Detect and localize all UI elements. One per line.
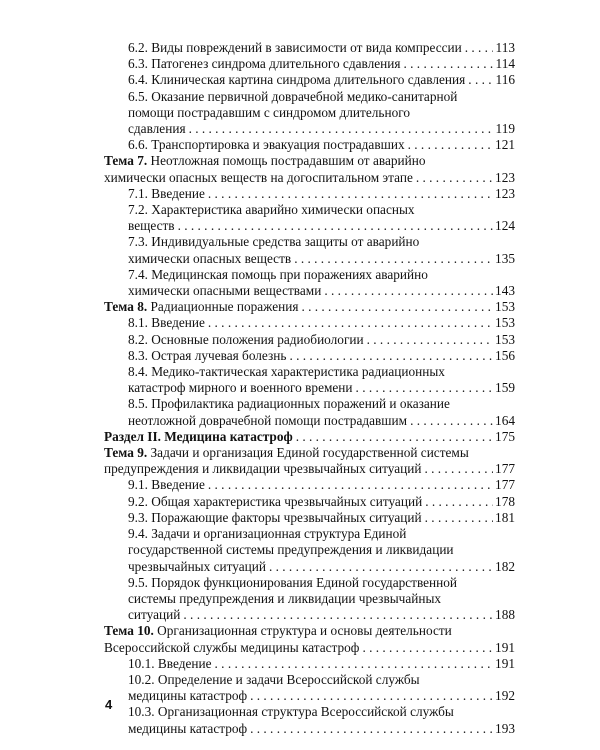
toc-entry-text: 8.1. Введение [128, 315, 205, 331]
toc-entry [104, 526, 515, 575]
toc-entry-last-line [128, 413, 515, 429]
toc-page-number: 123 [495, 185, 515, 201]
toc-entry-title [104, 429, 293, 445]
toc-entry-last-line [104, 640, 515, 656]
toc-entry [104, 56, 515, 72]
toc-entry-line [104, 623, 515, 639]
toc-entry-title [128, 413, 407, 429]
toc-page-number: 182 [495, 558, 515, 574]
toc-entry [104, 704, 515, 736]
toc-entry-text: государственной системы предупреждения и ликвидации [128, 542, 454, 558]
toc-page-number: 164 [495, 412, 515, 428]
dot-leader [405, 137, 493, 153]
toc-entry-line [128, 526, 515, 542]
toc-page-number: 177 [495, 477, 515, 493]
dot-leader [413, 170, 493, 186]
toc-entry-title [128, 72, 465, 88]
toc-entry-last-line [128, 656, 515, 672]
toc-entry-text: системы предупреждения и ликвидации чрезвычайных [128, 590, 442, 606]
toc-entry-text: 6.6. Транспортировка и эвакуация пострадавших [128, 137, 405, 153]
toc-entry-title [128, 56, 401, 72]
page-number: 4 [105, 697, 113, 712]
toc-page-number: 177 [495, 461, 515, 477]
toc-entry-last-line [104, 170, 515, 186]
toc-page-number: 178 [495, 493, 515, 509]
dot-leader [321, 283, 493, 299]
toc-page-number: 153 [495, 331, 515, 347]
toc-entry-last-line [128, 218, 515, 234]
toc-entry-text: 7.1. Введение [128, 185, 205, 201]
dot-leader [364, 332, 493, 348]
toc-entry-title [128, 656, 212, 672]
toc-entry-last-line [104, 429, 515, 445]
toc-page-number: 188 [495, 607, 515, 623]
toc-entry-title [128, 721, 247, 737]
toc-entry-last-line [128, 510, 515, 526]
toc-entry [104, 72, 515, 88]
toc-entry-title [128, 688, 247, 704]
dot-leader [180, 607, 493, 623]
toc-entry-last-line [128, 688, 515, 704]
toc-entry-text: чрезвычайных ситуаций [128, 558, 266, 574]
toc-entry-title [128, 494, 422, 510]
toc-entry [104, 396, 515, 428]
toc-entry [104, 364, 515, 396]
toc-entry [104, 623, 515, 655]
toc-entry-line [128, 364, 515, 380]
toc-entry-text: 9.5. Порядок функционирования Единой государственной [128, 574, 458, 590]
toc-entry-text: 9.3. Поражающие факторы чрезвычайных ситуаций [128, 509, 422, 525]
toc-entry [104, 153, 515, 185]
toc-entry-text: химически опасных веществ на догоспитальном этапе [104, 169, 413, 185]
toc-entry [104, 494, 515, 510]
toc-entry-text: химически опасных веществ [128, 250, 292, 266]
toc-entry-text: 6.5. Оказание первичной доврачебной медико-санитарной [128, 88, 458, 104]
dot-leader [359, 640, 493, 656]
toc-entry-last-line [128, 559, 515, 575]
toc-page-number: 135 [495, 250, 515, 266]
toc-entry-line [128, 591, 515, 607]
toc-entry-line [104, 153, 515, 169]
toc-entry-title [128, 607, 180, 623]
dot-leader [293, 429, 493, 445]
toc-entry-last-line [128, 72, 515, 88]
toc-page-number: 124 [495, 218, 515, 234]
dot-leader [462, 40, 493, 56]
toc-entry-title [104, 299, 298, 315]
toc-entry-line [128, 105, 515, 121]
toc-entry [104, 445, 515, 477]
toc-entry-line [104, 445, 515, 461]
toc-entry-last-line [128, 137, 515, 153]
toc-entry-text: Всероссийской службы медицины катастроф [104, 639, 360, 655]
toc-entry [104, 510, 515, 526]
dot-leader [186, 121, 493, 137]
toc-entry [104, 299, 515, 315]
toc-page-number: 193 [495, 720, 515, 736]
toc-entry [104, 267, 515, 299]
toc-entry-text: 8.4. Медико-тактическая характеристика радиационных [128, 364, 445, 380]
dot-leader [247, 721, 493, 737]
toc-page-number: 156 [495, 347, 515, 363]
toc-topic-label: Тема 7. [104, 153, 148, 169]
toc-entry-text: 8.2. Основные положения радиобиологии [128, 331, 364, 347]
toc-entry-text: 7.2. Характеристика аварийно химически опасных [128, 202, 415, 218]
toc-entry [104, 137, 515, 153]
toc-entry-text: Радиационные поражения [150, 299, 299, 315]
toc-entry [104, 429, 515, 445]
toc-entry-text: 6.4. Клиническая картина синдрома длительного сдавления [128, 72, 466, 88]
table-of-contents [104, 40, 515, 737]
toc-page-number: 123 [495, 169, 515, 185]
toc-entry-title [104, 170, 413, 186]
toc-entry-title [128, 510, 422, 526]
toc-entry-title [128, 40, 462, 56]
toc-page-number: 113 [495, 40, 515, 55]
dot-leader [175, 218, 493, 234]
toc-entry-text: 9.2. Общая характеристика чрезвычайных ситуаций [128, 493, 423, 509]
toc-entry-last-line [128, 477, 515, 493]
toc-entry-text: 6.3. Патогенез синдрома длительного сдавления [128, 56, 401, 72]
toc-entry-last-line [128, 56, 515, 72]
toc-entry-text: 6.2. Виды повреждений в зависимости от вида компрессии [128, 40, 462, 55]
toc-entry-line [128, 542, 515, 558]
toc-entry-title [104, 461, 421, 477]
toc-page-number: 153 [495, 299, 515, 315]
toc-entry-line [128, 575, 515, 591]
toc-entry-text: сдавления [128, 121, 186, 137]
dot-leader [298, 299, 493, 315]
toc-entry-last-line [128, 121, 515, 137]
toc-entry-text: катастроф мирного и военного времени [128, 380, 353, 396]
toc-page-number: 116 [495, 72, 515, 88]
toc-entry-line [128, 234, 515, 250]
dot-leader [401, 56, 494, 72]
toc-entry-line [128, 672, 515, 688]
toc-entry [104, 315, 515, 331]
toc-entry-last-line [104, 461, 515, 477]
toc-entry-title [128, 348, 286, 364]
toc-entry-text: 9.1. Введение [128, 477, 205, 493]
toc-entry [104, 348, 515, 364]
toc-topic-label: Тема 8. [104, 299, 148, 315]
dot-leader [205, 315, 493, 331]
toc-entry-title [128, 121, 186, 137]
toc-entry-last-line [128, 348, 515, 364]
toc-entry-title [128, 251, 291, 267]
toc-entry-line [128, 89, 515, 105]
toc-page-number: 153 [495, 315, 515, 331]
toc-entry [104, 332, 515, 348]
toc-page-number: 121 [495, 137, 515, 153]
toc-entry [104, 89, 515, 138]
toc-entry-title [104, 640, 359, 656]
toc-page-number: 192 [495, 688, 515, 704]
toc-page-number: 191 [495, 639, 515, 655]
toc-entry-text: предупреждения и ликвидации чрезвычайных ситуаций [104, 461, 422, 477]
toc-entry-text: веществ [128, 218, 175, 234]
toc-entry-text: 7.3. Индивидуальные средства защиты от аварийно [128, 234, 420, 250]
dot-leader [353, 380, 493, 396]
toc-page-number: 175 [495, 428, 515, 444]
dot-leader [266, 559, 493, 575]
toc-entry-text: 8.5. Профилактика радиационных поражений и оказание [128, 396, 450, 412]
toc-page-number: 159 [495, 380, 515, 396]
dot-leader [247, 688, 493, 704]
toc-entry-last-line [128, 380, 515, 396]
toc-entry-text: 7.4. Медицинская помощь при поражениях аварийно [128, 266, 428, 282]
dot-leader [291, 251, 493, 267]
toc-entry-last-line [128, 494, 515, 510]
dot-leader [212, 656, 493, 672]
toc-page-number: 143 [495, 283, 515, 299]
toc-entry [104, 656, 515, 672]
toc-entry [104, 477, 515, 493]
toc-entry-title [128, 283, 321, 299]
toc-entry [104, 234, 515, 266]
dot-leader [421, 461, 493, 477]
toc-entry [104, 186, 515, 202]
toc-entry [104, 40, 515, 56]
dot-leader [422, 494, 493, 510]
toc-entry-text: Задачи и организация Единой государственной системы [150, 445, 469, 461]
toc-entry-text: помощи пострадавшим с синдромом длительного [128, 104, 410, 120]
toc-entry-text: ситуаций [128, 607, 181, 623]
toc-entry-line [128, 202, 515, 218]
dot-leader [205, 477, 493, 493]
toc-entry-last-line [104, 299, 515, 315]
toc-entry-text: медицины катастроф [128, 720, 248, 736]
toc-entry-last-line [128, 721, 515, 737]
dot-leader [407, 413, 493, 429]
dot-leader [286, 348, 493, 364]
toc-entry-last-line [128, 40, 515, 56]
toc-entry-text: химически опасными веществами [128, 283, 322, 299]
toc-entry-title [128, 218, 175, 234]
toc-entry-text: медицины катастроф [128, 688, 248, 704]
toc-entry-title [128, 559, 266, 575]
toc-entry-title [128, 332, 364, 348]
toc-entry-line [128, 396, 515, 412]
toc-entry-last-line [128, 315, 515, 331]
toc-entry-title [128, 380, 353, 396]
toc-entry-text: Раздел II. Медицина катастроф [104, 428, 293, 444]
dot-leader [465, 72, 493, 88]
toc-entry-last-line [128, 251, 515, 267]
toc-entry-line [128, 267, 515, 283]
toc-page-number: 119 [495, 121, 515, 137]
toc-entry-last-line [128, 186, 515, 202]
toc-entry-text: Организационная структура и основы деятельности [157, 623, 452, 639]
toc-entry-last-line [128, 283, 515, 299]
toc-entry-line [128, 704, 515, 720]
dot-leader [205, 186, 493, 202]
dot-leader [422, 510, 493, 526]
toc-entry-text: 9.4. Задачи и организационная структура Единой [128, 526, 407, 542]
toc-page-number: 191 [495, 655, 515, 671]
toc-entry [104, 202, 515, 234]
toc-entry-text: Неотложная помощь пострадавшим от аварийно [150, 153, 426, 169]
toc-entry-last-line [128, 332, 515, 348]
toc-entry-text: неотложной доврачебной помощи пострадавшим [128, 412, 408, 428]
toc-entry-title [128, 186, 205, 202]
toc-entry-title [128, 137, 405, 153]
toc-entry-text: 10.3. Организационная структура Всероссийской службы [128, 704, 454, 720]
toc-entry-text: 10.2. Определение и задачи Всероссийской службы [128, 671, 420, 687]
toc-entry-text: 10.1. Введение [128, 655, 212, 671]
toc-entry [104, 575, 515, 624]
toc-entry-title [128, 477, 205, 493]
toc-page-number: 114 [495, 56, 515, 72]
toc-entry-title [128, 315, 205, 331]
toc-entry-last-line [128, 607, 515, 623]
toc-entry [104, 672, 515, 704]
toc-entry-text: 8.3. Острая лучевая болезнь [128, 347, 287, 363]
toc-page-number: 181 [495, 509, 515, 525]
toc-topic-label: Тема 9. [104, 445, 148, 461]
toc-topic-label: Тема 10. [104, 623, 154, 639]
